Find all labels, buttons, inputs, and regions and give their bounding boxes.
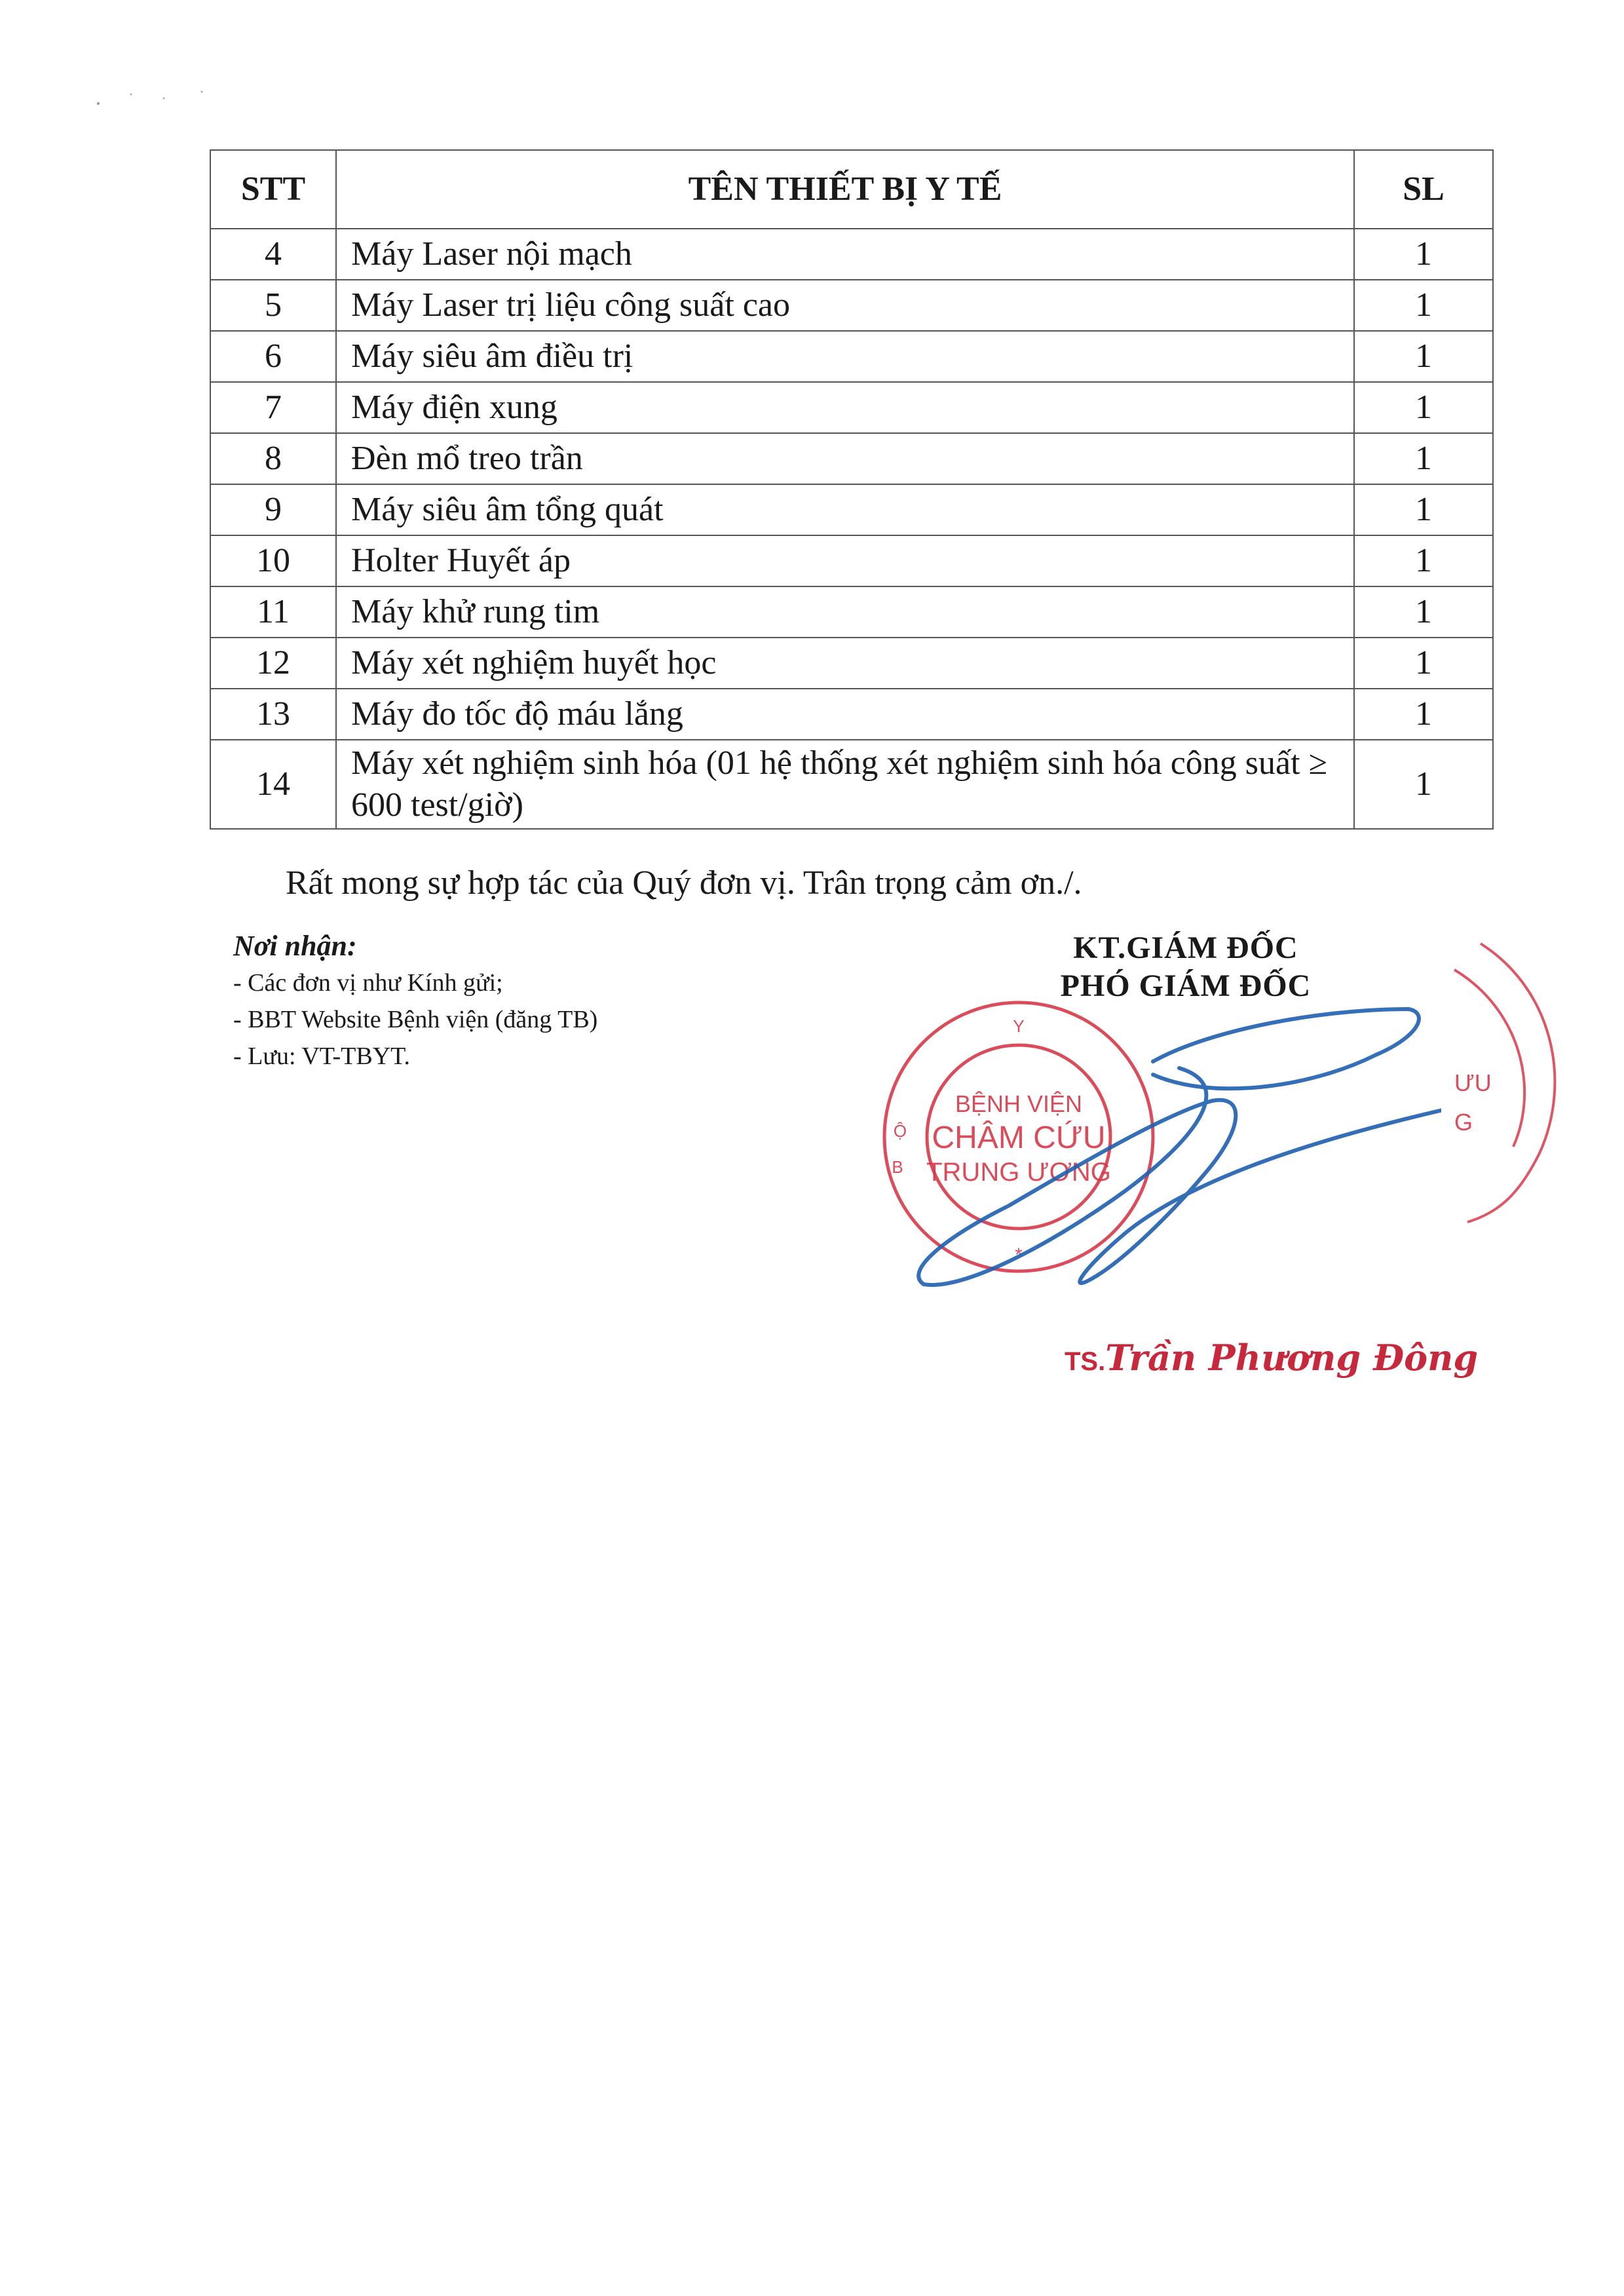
svg-text:ƯU: ƯU: [1454, 1069, 1492, 1096]
table-header-row: [210, 150, 1493, 229]
col-stt-header: STT: [210, 150, 336, 229]
row-quantity: 1: [1354, 586, 1493, 638]
table-row: [210, 586, 1493, 638]
table-row: [210, 382, 1493, 433]
row-device-name: Máy siêu âm điều trị: [336, 331, 1354, 382]
row-stt: 14: [210, 740, 336, 829]
row-device-name: Máy xét nghiệm huyết học: [336, 638, 1354, 689]
row-quantity: 1: [1354, 638, 1493, 689]
partial-seal: [1441, 930, 1572, 1245]
device-table: [210, 149, 1494, 830]
row-stt: 4: [210, 229, 336, 280]
col-name-header: TÊN THIẾT BỊ Y TẾ: [336, 150, 1354, 229]
table-row: [210, 484, 1493, 535]
list-item: - Lưu: VT-TBYT.: [233, 1043, 411, 1070]
svg-text:G: G: [1454, 1109, 1473, 1136]
row-stt: 10: [210, 535, 336, 586]
closing-sentence: Rất mong sự hợp tác của Quý đơn vị. Trân trọng cảm ơn./.: [286, 864, 1082, 902]
row-stt: 8: [210, 433, 336, 484]
row-device-name: Máy siêu âm tổng quát: [336, 484, 1354, 535]
table-row: [210, 535, 1493, 586]
row-device-name: Holter Huyết áp: [336, 535, 1354, 586]
row-quantity: 1: [1354, 535, 1493, 586]
row-quantity: 1: [1354, 433, 1493, 484]
recipients-heading: Nơi nhận:: [233, 930, 357, 962]
svg-text:B: B: [892, 1157, 903, 1177]
row-stt: 12: [210, 638, 336, 689]
seal-line2: CHÂM CỨU: [932, 1120, 1106, 1155]
row-stt: 13: [210, 689, 336, 740]
signature-title-line1: KT.GIÁM ĐỐC: [1073, 930, 1298, 965]
seal-line1: BỆNH VIỆN: [954, 1090, 1083, 1117]
row-device-name: Máy Laser nội mạch: [336, 229, 1354, 280]
svg-text:Y: Y: [1013, 1016, 1025, 1036]
row-device-name: Máy điện xung: [336, 382, 1354, 433]
row-quantity: 1: [1354, 740, 1493, 829]
row-stt: 11: [210, 586, 336, 638]
row-device-name: Máy Laser trị liệu công suất cao: [336, 280, 1354, 331]
svg-text:*: *: [1015, 1244, 1023, 1266]
table-row: [210, 638, 1493, 689]
handwritten-signature: [904, 983, 1441, 1311]
list-item: - Các đơn vị như Kính gửi;: [233, 969, 503, 997]
recipients-list: [233, 965, 597, 1075]
table-row: [210, 280, 1493, 331]
table-row: [210, 689, 1493, 740]
col-sl-header: SL: [1354, 150, 1493, 229]
list-item: - BBT Website Bệnh viện (đăng TB): [233, 1006, 598, 1033]
recipients-block: [233, 928, 597, 1075]
scan-specks: [92, 85, 223, 111]
signer-name: Trần Phương Đông: [1105, 1337, 1479, 1379]
svg-text:Ộ: Ộ: [893, 1121, 907, 1141]
signer-name-block: [1065, 1337, 1478, 1379]
row-device-name: Máy khử rung tim: [336, 586, 1354, 638]
seal-line3: TRUNG ƯƠNG: [926, 1158, 1111, 1187]
table-row: [210, 433, 1493, 484]
row-quantity: 1: [1354, 331, 1493, 382]
row-device-name: Đèn mổ treo trần: [336, 433, 1354, 484]
row-stt: 9: [210, 484, 336, 535]
row-quantity: 1: [1354, 229, 1493, 280]
table-row: [210, 229, 1493, 280]
row-quantity: 1: [1354, 382, 1493, 433]
row-stt: 7: [210, 382, 336, 433]
row-stt: 5: [210, 280, 336, 331]
signer-title: TS.: [1065, 1347, 1106, 1376]
row-device-name: Máy xét nghiệm sinh hóa (01 hệ thống xét nghiệm sinh hóa công suất ≥ 600 test/giờ): [336, 740, 1354, 829]
table-row: [210, 331, 1493, 382]
signature-title-line2: PHÓ GIÁM ĐỐC: [1060, 968, 1312, 1003]
row-device-name: Máy đo tốc độ máu lắng: [336, 689, 1354, 740]
table-row: [210, 740, 1493, 829]
row-stt: 6: [210, 331, 336, 382]
row-quantity: 1: [1354, 280, 1493, 331]
row-quantity: 1: [1354, 689, 1493, 740]
row-quantity: 1: [1354, 484, 1493, 535]
